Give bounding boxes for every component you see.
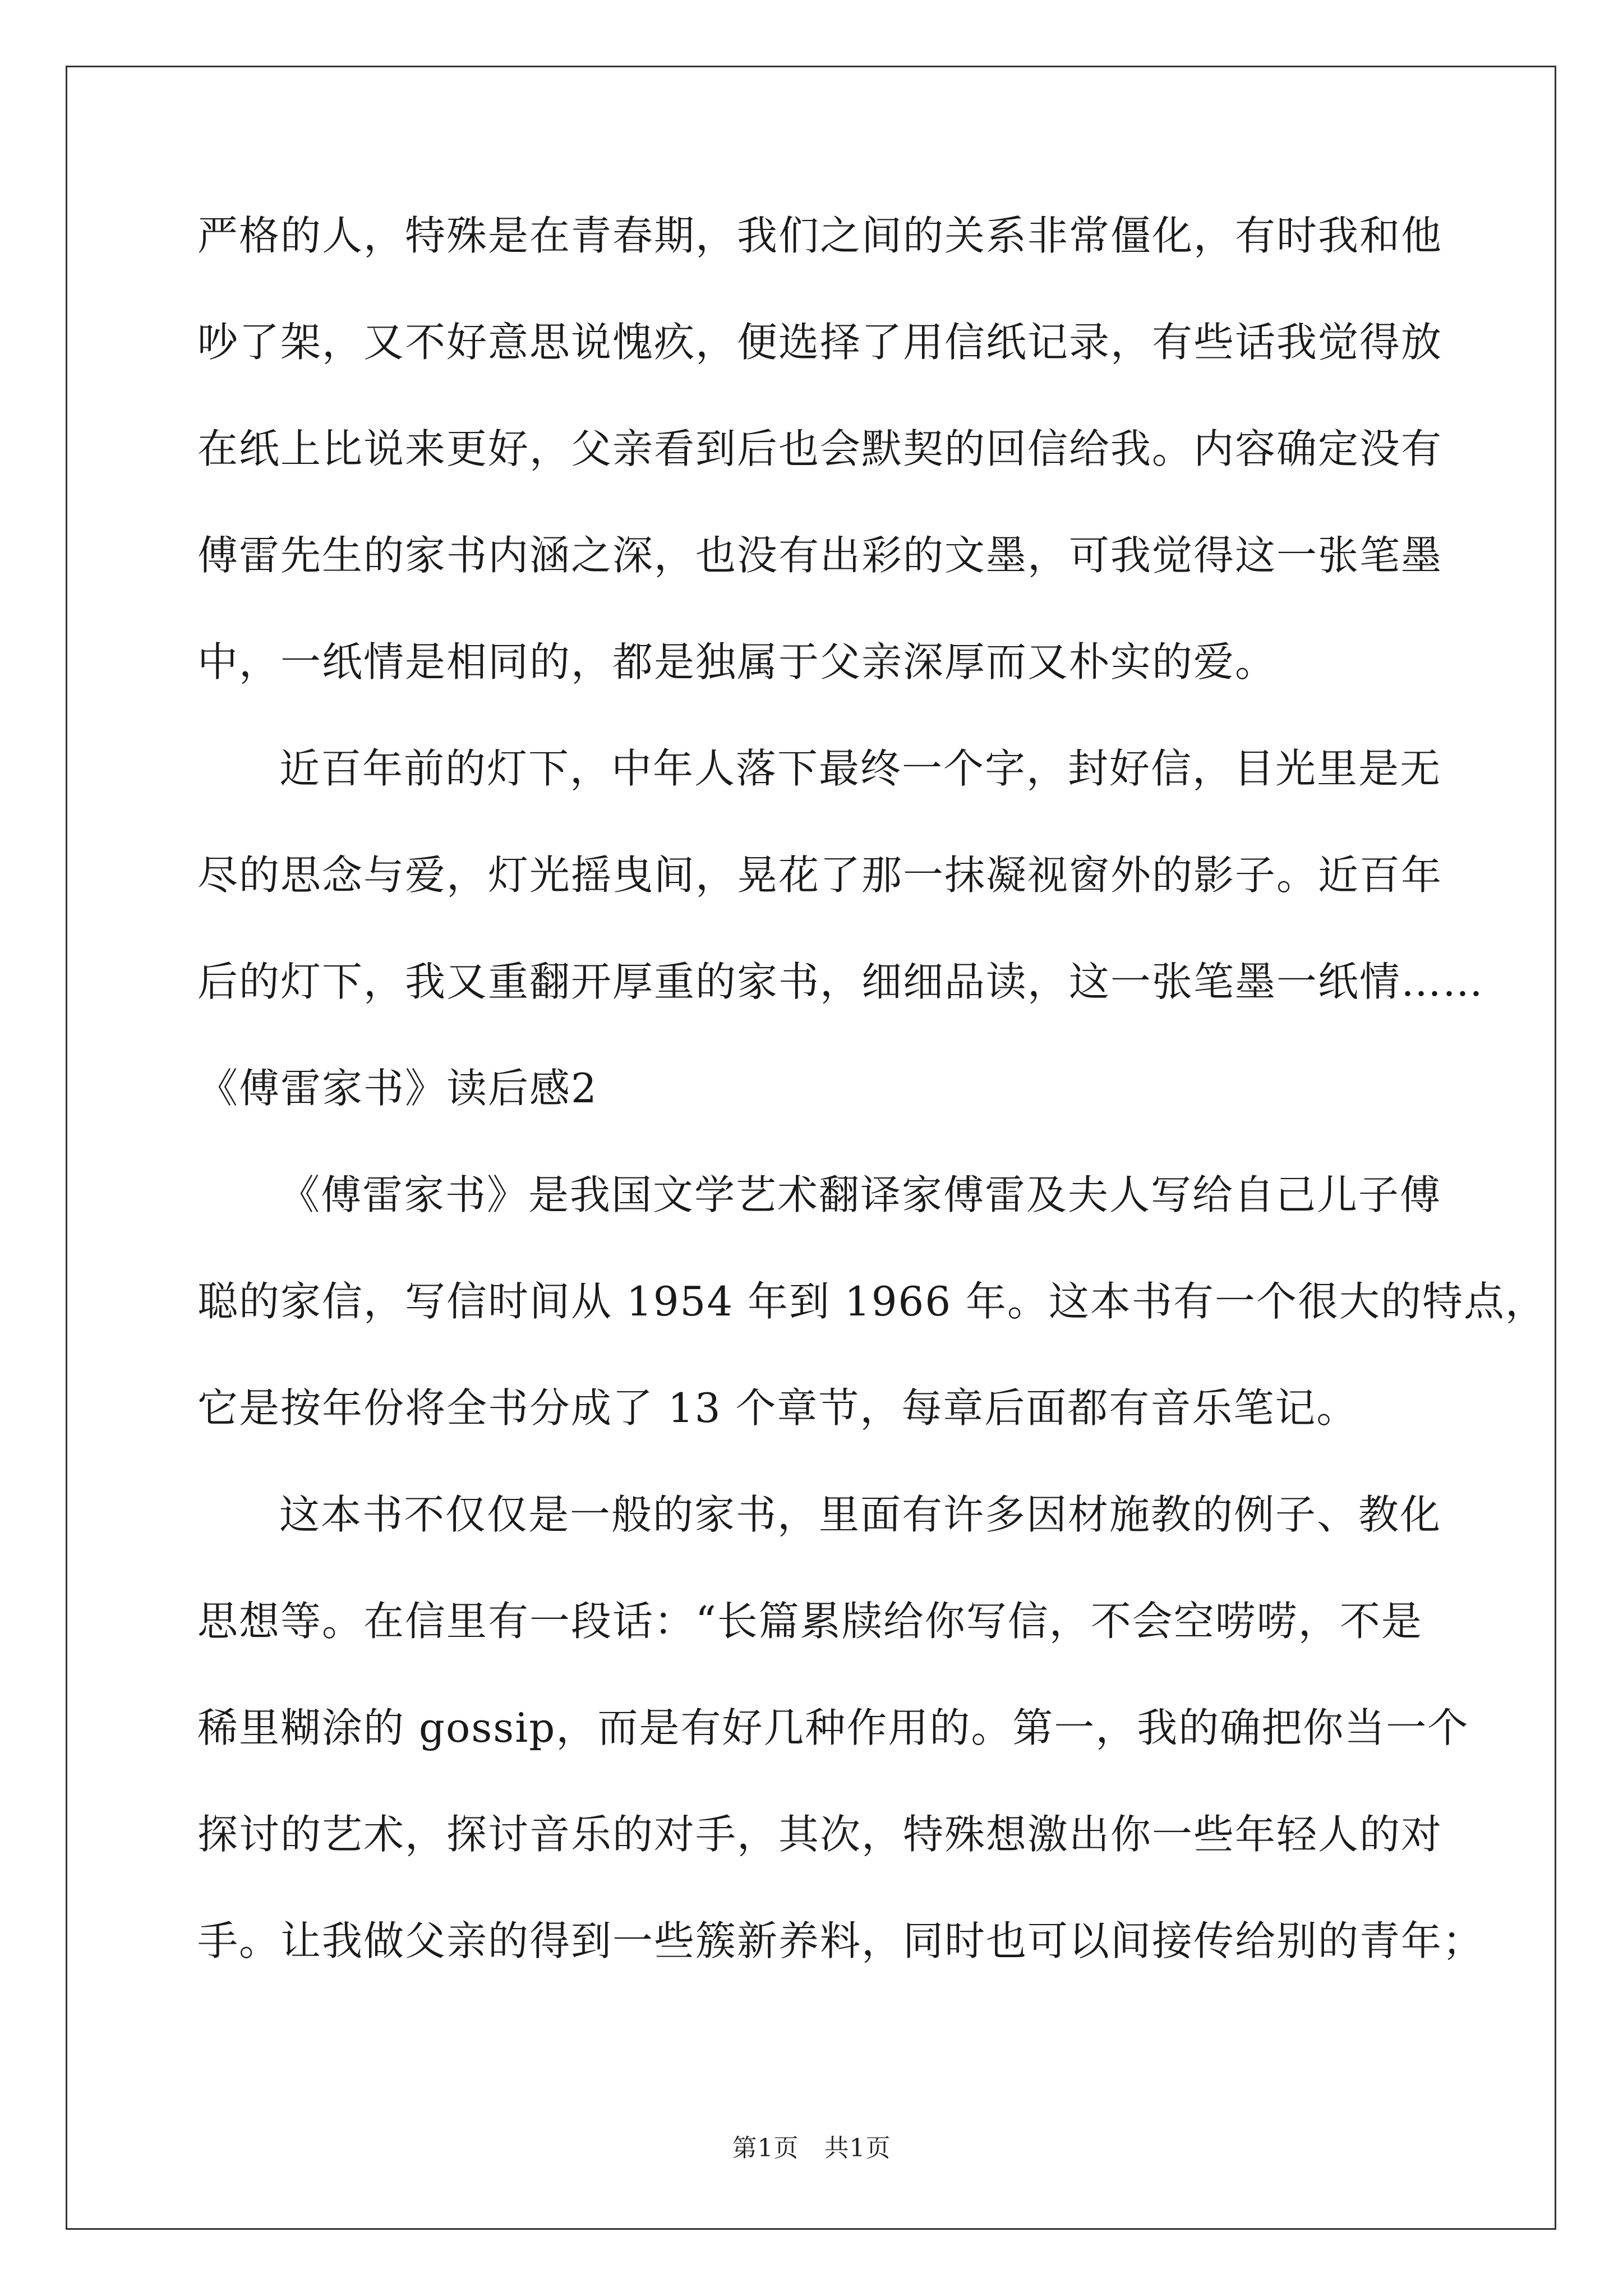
text-line: 它是按年份将全书分成了 13 个章节，每章后面都有音乐笔记。 — [197, 1384, 1358, 1432]
section-title: 《傅雷家书》读后感2 — [197, 1065, 598, 1112]
text-line: 吵了架，又不好意思说愧疚，便选择了用信纸记录，有些话我觉得放 — [197, 319, 1443, 366]
text-line: 后的灯下，我又重翻开厚重的家书，细细品读，这一张笔墨一纸情…… — [197, 958, 1484, 1005]
document-body — [197, 208, 1547, 1969]
text-line: 这本书不仅仅是一般的家书，里面有许多因材施教的例子、教化 — [279, 1491, 1442, 1538]
text-line: 尽的思念与爱，灯光摇曳间，晃花了那一抹凝视窗外的影子。近百年 — [197, 852, 1443, 899]
paragraph-intro — [197, 1167, 1547, 1436]
paragraph-lamp — [197, 740, 1484, 1010]
text-line: 近百年前的灯下，中年人落下最终一个字，封好信，目光里是无 — [279, 745, 1442, 792]
text-line: 傅雷先生的家书内涵之深，也没有出彩的文墨，可我觉得这一张笔墨 — [197, 532, 1443, 579]
text-line: 聪的家信，写信时间从 1954 年到 1966 年。这本书有一个很大的特点， — [197, 1278, 1547, 1325]
text-line: 中，一纸情是相同的，都是独属于父亲深厚而又朴实的爱。 — [197, 638, 1277, 685]
text-line: 稀里糊涂的 gossip，而是有好几种作用的。第一，我的确把你当一个 — [197, 1704, 1469, 1751]
paragraph-continued — [197, 208, 1443, 690]
text-line: 思想等。在信里有一段话：“长篇累牍给你写信，不会空唠唠，不是 — [197, 1598, 1423, 1645]
page-number: 第1页 共1页 — [732, 2134, 891, 2162]
page-footer — [0, 2132, 1623, 2165]
paragraph-education — [197, 1487, 1484, 1969]
text-line: 探讨的艺术，探讨音乐的对手，其次，特殊想激出你一些年轻人的对 — [197, 1811, 1443, 1858]
text-line: 在纸上比说来更好，父亲看到后也会默契的回信给我。内容确定没有 — [197, 425, 1443, 472]
text-line: 《傅雷家书》是我国文学艺术翻译家傅雷及夫人写给自己儿子傅 — [279, 1171, 1442, 1218]
text-line: 手。让我做父亲的得到一些簇新养料，同时也可以间接传给别的青年； — [197, 1917, 1484, 1964]
text-line: 严格的人，特殊是在青春期，我们之间的关系非常僵化，有时我和他 — [197, 212, 1443, 259]
